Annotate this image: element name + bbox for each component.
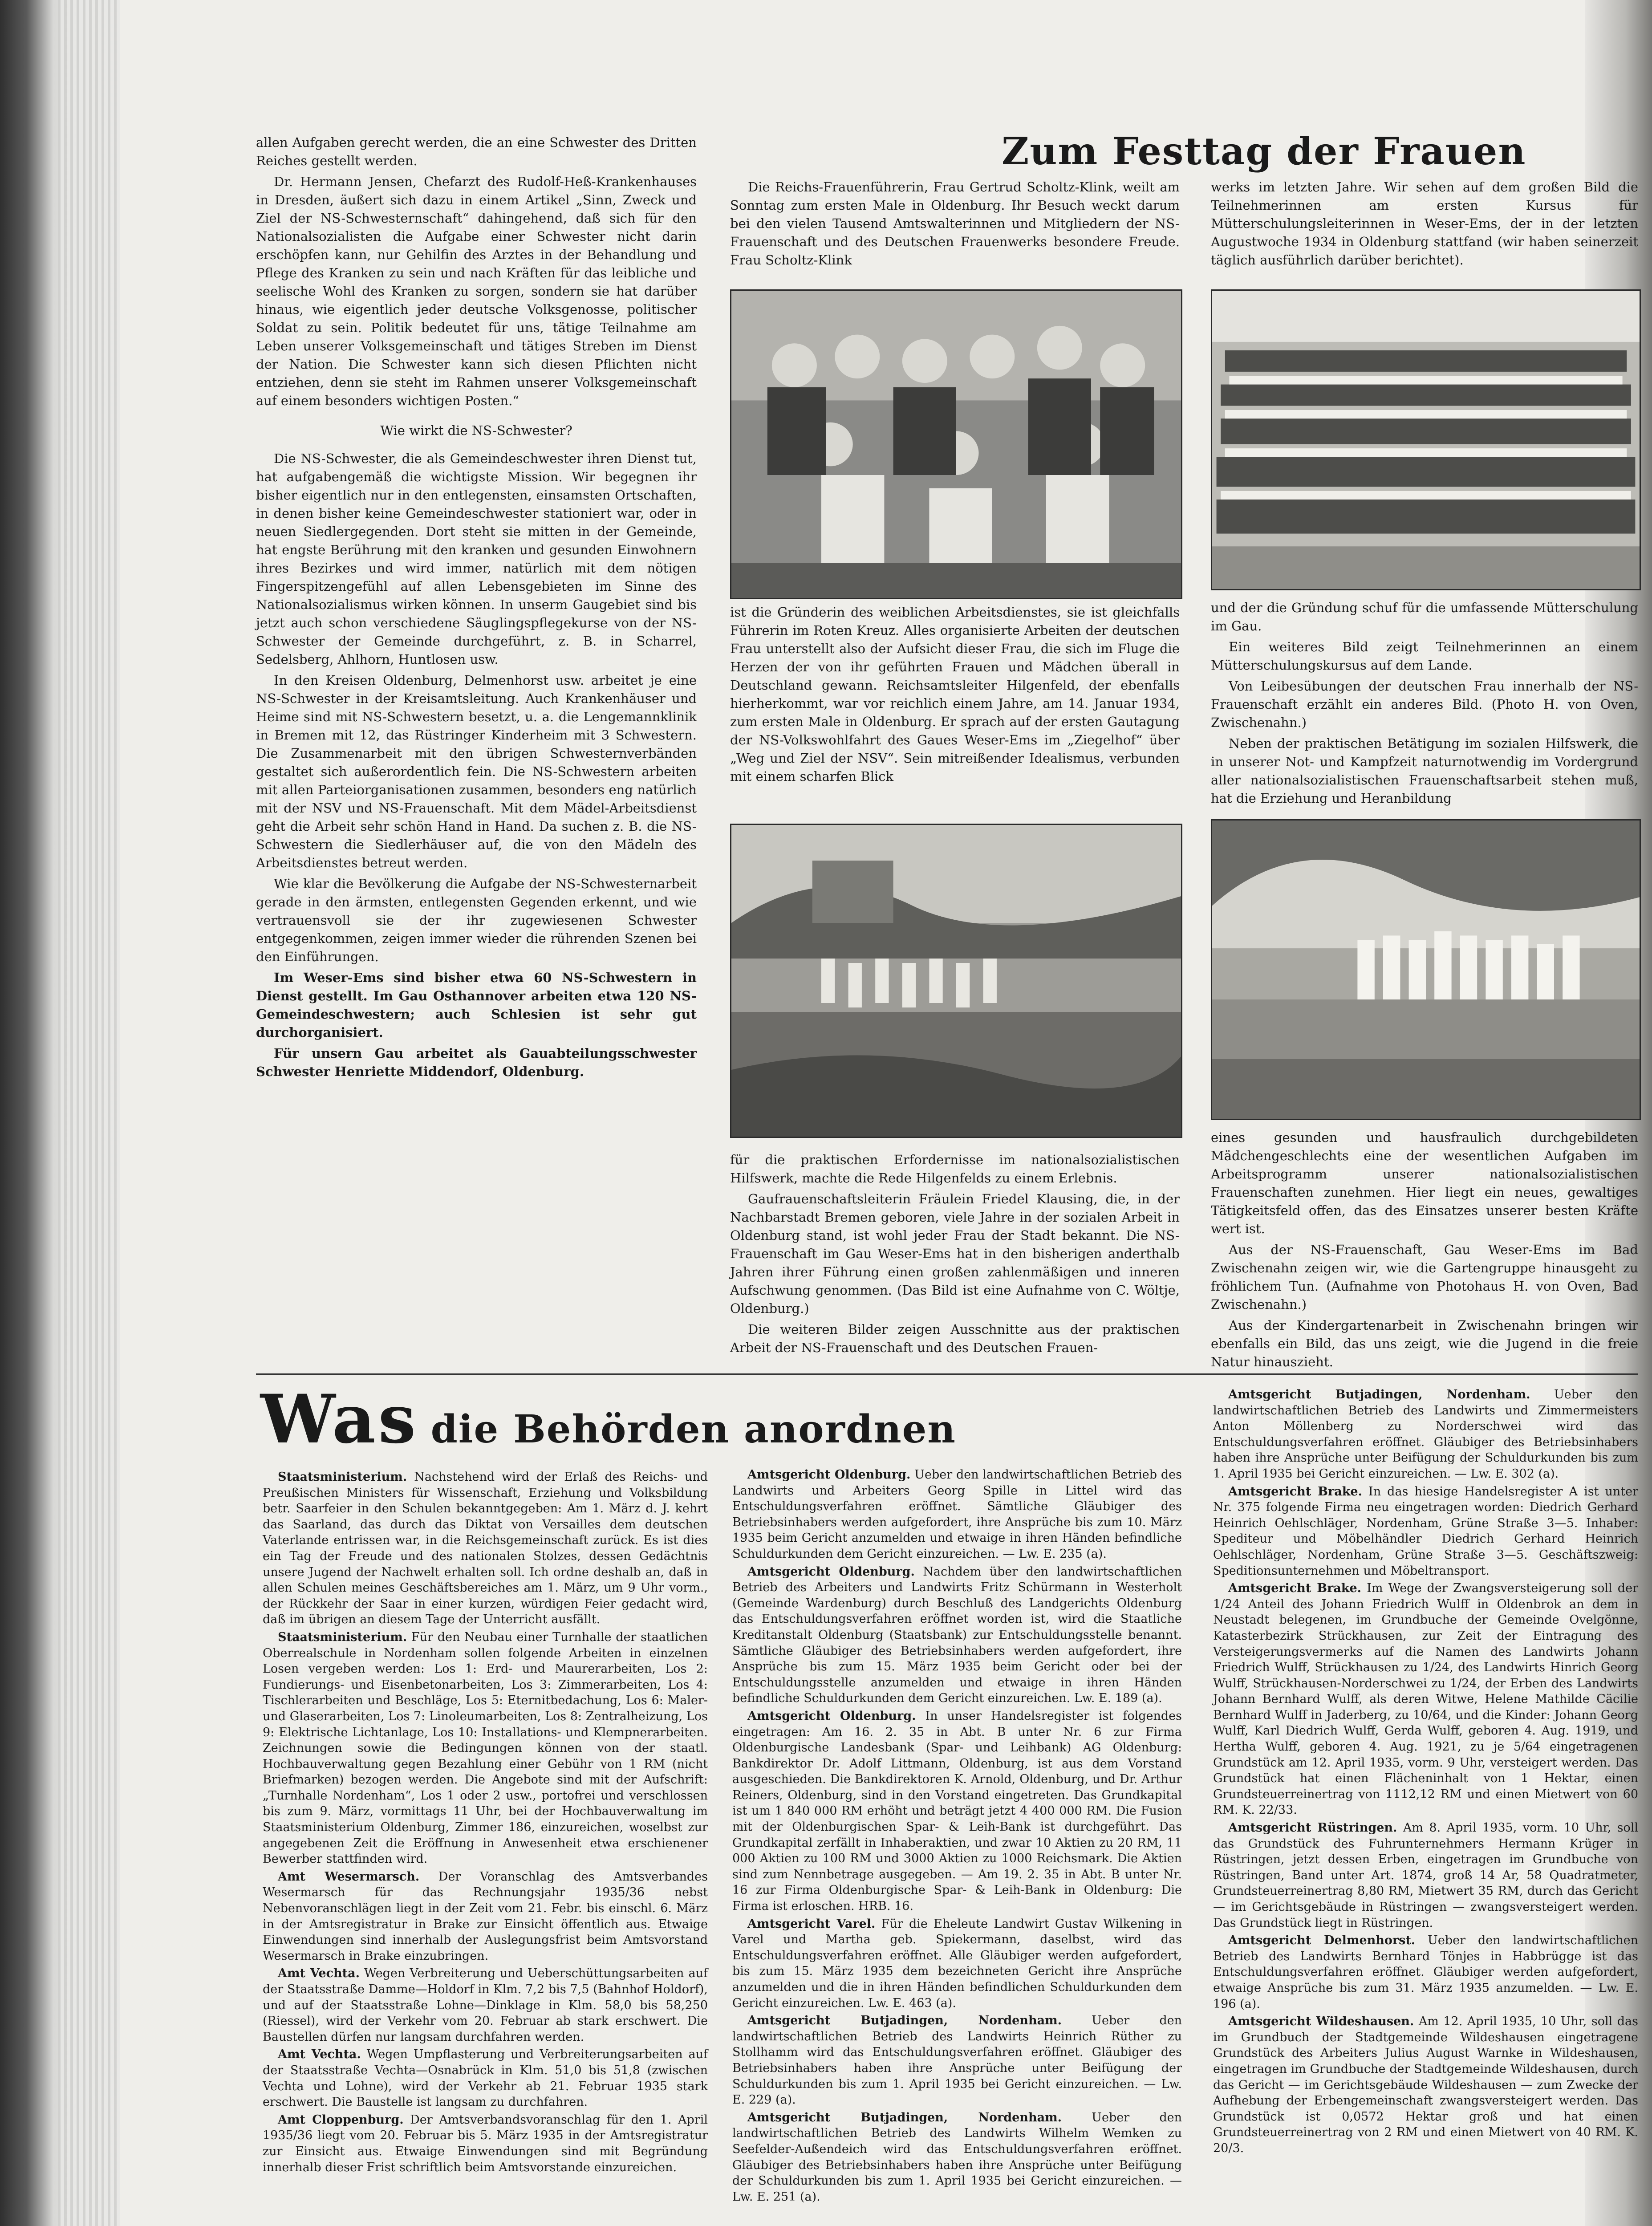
notice-head: Staatsministerium. [278,1630,407,1644]
article-ns-schwester [256,134,697,1362]
notice-text: Im Wege der Zwangsversteigerung soll der 1/24 Anteil des Johann Friedrich Wulff in Oldenbrok an dem in Neustadt belegenen, im Grundbuche der Gemeinde Ovelgönne, Katasterbezirk Strückhausen, zur Zeit der Eintragung des Versteigerungsvermerks auf die Namen des Landwirts Johann Friedrich Wulff, Strückhausen zu 1/24, des Landwirts Hinrich Georg Wulff, Strückhausen-Norderschwei zu 1/24, der Erben des Landwirts Johann Bernhard Wulff, als deren Witwe, Helene Mathilde Cäcilie Bernhard Wulff in Jaderberg, zu 10/64, und die Kinder: Johann Georg Wulff, Karl Diedrich Wulff, Gerda Wulff, geboren 4. Aug. 1919, und Hertha Wulff, geboren 4. Aug. 1921, zu je 5/64 eingetragenen Grundstück am 12. April 1935, vorm. 9 Uhr, versteigert werden. Das Grundstück hat einen Flächeninhalt von 1 Hektar, einen Grundsteuerreinertrag von 1112,12 RM und einen Mietwert von 60 RM. K. 22/33. [1213,1581,1638,1817]
notice-head: Amtsgericht Brake. [1228,1484,1362,1499]
notice-text: Nachdem über den landwirtschaftlichen Betrieb des Arbeiters und Landwirts Fritz Schürmann in Westerholt (Gemeinde Wardenburg) durch Beschluß des Landgerichts Oldenburg das Entschuldungsverfahren eröffnet worden ist, wird die Staatliche Kreditanstalt Oldenburg (Staatsbank) zur Entschuldungsstelle benannt. Sämtliche Gläubiger des Betriebsinhabers werden aufgefordert, ihre Ansprüche bis zum 15. März 1935 beim Gericht oder bei der Entschuldungsstelle anzumelden und etwaige in ihren Händen befindliche Schuldurkunden dem Gericht einzureichen. Lw. E. 189 (a). [732,1564,1182,1706]
paragraph: und der die Gründung schuf für die umfassende Mütterschulung im Gau. [1211,600,1638,634]
notice-head: Amt Wesermarsch. [278,1869,420,1884]
notice [732,1564,1182,1706]
notice-text: Wegen Umpflasterung und Verbreiterungsarbeiten auf der Staatsstraße Vechta—Osnabrück in Klm. 51,0 bis 51,8 (zwischen Vechta und Lohne), wird der Verkehr ab 21. Februar 1935 stark erschwert. Die Baustelle ist langsam zu durchfahren. [263,2047,708,2109]
notice-text: Ueber den landwirtschaftlichen Betrieb des Landwirts und Arbeiters Georg Spille in Littel wird das Entschuldungsverfahren eröffnet. Sämtliche Gläubiger des Betriebsinhabers werden aufgefordert, ihre Ansprüche bis zum 10. März 1935 beim Gericht anzumelden und etwaige in ihren Händen befindliche Schuldurkunden dem Gericht einzureichen. — Lw. E. 235 (a). [732,1468,1182,1561]
notice [1213,1484,1638,1579]
notice [732,1708,1182,1914]
paragraph: ist die Gründerin des weiblichen Arbeitsdienstes, sie ist gleichfalls Führerin im Roten Kreuz. Alles organisierte Arbeiten der deutschen Frau unterstellt also der Aufsicht dieser Frau, die sich im Fluge die Herzen der von ihr geführten Frauen und Mädchen überall in Deutschland gewann. Reichsamtsleiter Hilgenfeld, der ebenfalls hierherkommt, war vor reichlich einem Jahre, am 14. Januar 1934, zum ersten Male in Oldenburg. Er sprach auf der ersten Gautagung der NS-Volkswohlfahrt des Gaues Weser-Ems im „Ziegelhof“ über „Weg und Ziel der NSV“. Sein mitreißender Idealismus, verbunden mit einem scharfen Blick [730,605,1180,784]
photo-course-participants [1211,289,1641,590]
paragraph: Die weiteren Bilder zeigen Ausschnitte aus der praktischen Arbeit der NS-Frauenschaft und des Deutschen Frauen- [730,1322,1180,1355]
paragraph: Für unsern Gau arbeitet als Gauabteilungsschwester Schwester Henriette Middendorf, Oldenburg. [256,1046,697,1079]
paragraph: eines gesunden und hausfraulich durchgebildeten Mädchengeschlechts eine der wesentlichen Aufgaben im Arbeitsprogramm unserer nationalsozialistischen Frauenschaften zunehmen. Hier liegt ein neues, gewaltiges Tätigkeitsfeld offen, das des Einsatzes unserer besten Kräfte wert ist. [1211,1130,1638,1236]
notice [263,1469,708,1628]
notice-head: Amtsgericht Oldenburg. [747,1709,916,1723]
paragraph: Dr. Hermann Jensen, Chefarzt des Rudolf-Heß-Krankenhauses in Dresden, äußert sich dazu in einem Artikel „Sinn, Zweck und Ziel der NS-Schwesternschaft“ dahingehend, daß sich für den Nationalsozialisten die Aufgabe einer Schwester nicht darin erschöpfen kann, nur Gehilfin des Arztes in der Behandlung und Pflege des Kranken zu sein und nach Kräften für das leibliche und seelische Wohl des Kranken zu sorgen, sondern sie hat darüber hinaus, wie eigentlich jeder deutsche Volksgenosse, politischer Soldat zu sein. Politik bedeutet für uns, tätige Teilnahme am Leben unserer Volksgemeinschaft und tätiges Streben im Dienst der Nation. Die Schwester kann sich diesen Pflichten nicht entziehen, denn sie steht im Rahmen unserer Volksgemeinschaft auf einem besonders wichtigen Posten.“ [256,174,697,408]
notice [732,2013,1182,2108]
notices-col-3 [1213,1387,1638,2226]
behoerden-title [260,1380,956,1458]
notices-col-1 [263,1469,708,2226]
notice-text: Ueber den landwirtschaftlichen Betrieb des Landwirts Wilhelm Wemken zu Seefelder-Außendeich wird das Entschuldungsverfahren eröffnet. Gläubiger des Betriebsinhabers haben ihre Ansprüche unter Beifügung der Schuldurkunden bis zum 1. April 1935 bei Gericht einzureichen. — Lw. E. 251 (a). [732,2110,1182,2204]
notice [263,1869,708,1964]
subheading: Wie wirkt die NS-Schwester? [380,423,572,438]
notice-text: Für die Eheleute Landwirt Gustav Wilkening in Varel und Martha geb. Spiekermann, daselbst, wird das Entschuldungsverfahren eröffnet. Alle Gläubiger werden aufgefordert, bis zum 15. März 1935 dem bezeichneten Gericht ihre Ansprüche anzumelden und die in ihren Händen befindlichen Schuldurkunden dem Gericht einzureichen. Lw. E. 463 (a). [732,1917,1182,2010]
notice-text: Wegen Verbreiterung und Ueberschüttungsarbeiten auf der Staatsstraße Damme—Holdorf in Klm. 7,2 bis 7,5 (Bahnhof Holdorf), und auf der Staatsstraße Lohne—Dinklage in Klm. 58,0 bis 58,250 (Riessel), wird der Verkehr vom 20. Februar ab stark erschwert. Die Baustellen dürfen nur langsam durchfahren werden. [263,1966,708,2044]
paragraph: für die praktischen Erfordernisse im nationalsozialistischen Hilfswerk, machte die Rede Hilgenfelds zu einem Erlebnis. [730,1152,1180,1186]
notice-text: Am 12. April 1935, 10 Uhr, soll das im Grundbuch der Stadtgemeinde Wildeshausen eingetragene Grundstück des Arbeiters Julius August Warnke in Wildeshausen, eingetragen im Grundbuche der Stadtgemeinde Wildeshausen, durch das Gericht — im Gerichtsgebäude Wildeshausen — zum Zwecke der Aufhebung der Erbengemeinschaft zwangsversteigert werden. Das Grundstück ist 0,0572 Hektar groß und hat einen Grundsteuerreinertrag von 2 RM und einen Mietwert von 40 RM. K. 20/3. [1213,2015,1638,2155]
notice-head: Amtsgericht Oldenburg. [747,1564,915,1579]
notice [263,2047,708,2110]
notice [263,1629,708,1867]
festtag-col-a-mid [730,603,1180,812]
behoerden-title-rest: die Behörden anordnen [430,1407,956,1452]
notice [1213,1820,1638,1931]
notice-head: Amtsgericht Wildeshausen. [1228,2015,1414,2029]
page-stack-edge [58,0,125,2226]
photo-kindergarten-outing [1211,819,1641,1120]
festtag-col-b-top [1211,178,1638,289]
notice-head: Amtsgericht Butjadingen, Nordenham. [1228,1388,1530,1401]
notice-text: Der Voranschlag des Amtsverbandes Wesermarsch für das Rechnungsjahr 1935/36 nebst Nebenvoranschlägen liegt in der Zeit vom 21. Febr. bis einschl. 6. März in der Amtsregistratur in Brake zur Einsicht öffentlich aus. Etwaige Einwendungen sind innerhalb der Auslegungsfrist beim Amtsvorstand Wesermarsch in Brake einzubringen. [263,1869,708,1963]
notice-head: Amt Vechta. [278,1966,360,1981]
notice-head: Amt Cloppenburg. [278,2112,404,2127]
notice-head: Staatsministerium. [278,1470,407,1484]
notice [732,2110,1182,2205]
paragraph: werks im letzten Jahre. Wir sehen auf dem großen Bild die Teilnehmerinnen am ersten Kursus für Mütterschulungsleiterinnen in Weser-Ems, der in der letzten Augustwoche 1934 in Oldenburg stattfand (wir haben seinerzeit täglich ausführlich darüber berichtet). [1211,179,1638,268]
festtag-col-a-top [730,178,1180,289]
notices-col-2 [732,1467,1182,2226]
notice-head: Amtsgericht Delmenhorst. [1228,1934,1416,1948]
notice [1213,1387,1638,1482]
paragraph: Ein weiteres Bild zeigt Teilnehmerinnen an einem Mütterschulungskursus auf dem Lande. [1211,639,1638,673]
paragraph: Gaufrauenschaftsleiterin Fräulein Friedel Klausing, die, in der Nachbarstadt Bremen geboren, viele Jahre in der sozialen Arbeit in Oldenburg stand, ist wohl jeder Frau der Stadt bekannt. Die NS-Frauenschaft im Gau Weser-Ems hat in den bisherigen anderthalb Jahren ihrer Führung einen großen zahlenmäßigen und inneren Aufschwung genommen. (Das Bild ist eine Aufnahme von C. Wöltje, Oldenburg.) [730,1191,1180,1316]
notice-text: Am 8. April 1935, vorm. 10 Uhr, soll das Grundstück des Fuhrunternehmers Hermann Krüger in Rüstringen, jetzt dessen Erben, eingetragen im Grundbuche von Rüstringen, Band unter Art. 1874, groß 14 Ar, 58 Quadratmeter, Grundsteuerreinertrag 8,80 RM, Mietwert 35 RM, durch das Gericht — im Gerichtsgebäude in Rüstringen — zwangsversteigert werden. Das Grundstück liegt in Rüstringen. [1213,1821,1639,1930]
notice-head: Amt Vechta. [278,2047,361,2062]
notice [1213,1580,1638,1818]
paragraph: allen Aufgaben gerecht werden, die an eine Schwester des Dritten Reiches gestellt werden. [256,135,697,168]
paragraph: Wie klar die Bevölkerung die Aufgabe der NS-Schwesternarbeit gerade in den ärmsten, entlegensten Gegenden erkennt, und wie vertrauensvoll sie der ihr zugewiesenen Schwester entgegenkommen, zeigen immer wieder die rührenden Szenen bei den Einführungen. [256,876,697,964]
notice-text: Ueber den landwirtschaftlichen Betrieb des Landwirts und Zimmermeisters Anton Möllenberg zu Norderschwei wird das Entschuldungsverfahren eröffnet. Gläubiger des Betriebsinhabers haben ihre Ansprüche unter Beifügung der Schuldurkunden bis zum 1. April 1935 bei Gericht einzureichen. — Lw. E. 302 (a). [1213,1388,1638,1481]
notice-text: Nachstehend wird der Erlaß des Reichs- und Preußischen Ministers für Wissenschaft, Erziehung und Volksbildung betr. Saarfeier in den Schulen bekanntgegeben: Am 1. März d. J. kehrt das Saarland, das durch das Diktat von Versailles dem deutschen Vaterlande entrissen war, in die Reichsgemeinschaft zurück. Es ist dies ein Tag der Freude und des nationalen Stolzes, dessen Gedächtnis unsere Jugend der Nachwelt erhalten soll. Ich ordne deshalb an, daß in allen Schulen meines Geschäftsbereiches am 1. März, um 9 Uhr vorm., der Rückkehr der Saar in einer kurzen, würdigen Feier gedacht wird, daß im übrigen an diesem Tage der Unterricht ausfällt. [263,1470,708,1627]
notice-text: Ueber den landwirtschaftlichen Betrieb des Landwirts Heinrich Rüther zu Stollhamm wird das Entschuldungsverfahren eröffnet. Gläubiger des Betriebsinhabers haben ihre Ansprüche unter Beifügung der Schuldurkunden bis zum 1. April 1935 bei Gericht einzureichen. — Lw. E. 229 (a). [732,2014,1182,2107]
paragraph: Im Weser-Ems sind bisher etwa 60 NS-Schwestern in Dienst gestellt. Im Gau Osthannover arbeiten etwa 120 NS-Gemeindeschwestern; auch Schlesien ist sehr gut durchorganisiert. [256,970,697,1040]
paragraph: Die NS-Schwester, die als Gemeindeschwester ihren Dienst tut, hat aufgabengemäß die wichtigste Mission. Wir begegnen ihr bisher eigentlich nur in den entlegensten, einsamsten Ortschaften, in denen bisher keine Gemeindeschwester stationiert war, oder in neuen Siedlergegenden. Dort steht sie mitten in der Gemeinde, hat engste Berührung mit den kranken und gesunden Einwohnern ihres Bezirkes und wird immer, natürlich mit dem nötigen Fingerspitzengefühl auf allen Lebensgebieten im Sinne des Nationalsozialismus wirken können. In unserm Gaugebiet sind bis jetzt auch schon verschiedene Säuglingspflegekurse von der NS-Schwester der Gemeinde durchgeführt, z. B. in Scharrel, Sedelsberg, Ahlhorn, Huntlosen usw. [256,451,697,667]
paragraph: Die Reichs-Frauenführerin, Frau Gertrud Scholtz-Klink, weilt am Sonntag zum ersten Male in Oldenburg. Ihr Besuch weckt darum bei den vielen Tausend Amtswalterinnen und Mitgliedern der NS-Frauenschaft und des Deutschen Frauenwerks besondere Freude. Frau Scholtz-Klink [730,179,1180,268]
notice-text: Der Amtsverbandsvoranschlag für den 1. April 1935/36 liegt vom 20. Februar bis 5. März 1935 in der Amtsregistratur zur Einsicht aus. Etwaige Einwendungen sind mit Begründung innerhalb dieser Frist schriftlich beim Amtsvorstande einzureichen. [263,2112,708,2174]
notice-head: Amtsgericht Varel. [747,1917,876,1931]
notice-head: Amtsgericht Butjadingen, Nordenham. [747,2110,1062,2124]
festtag-col-b-bot [1211,1129,1638,1369]
notice [1213,2014,1638,2156]
notice [263,1966,708,2045]
notice [732,1916,1182,2011]
notice [1213,1933,1638,2012]
section-divider [256,1373,1638,1375]
festtag-col-a-bot [730,1151,1180,1356]
notice-head: Amtsgericht Oldenburg. [747,1468,911,1482]
notice-head: Amtsgericht Brake. [1228,1581,1362,1596]
paragraph: Von Leibesübungen der deutschen Frau innerhalb der NS-Frauenschaft erzählt ein anderes Bild. (Photo H. von Oven, Zwischenahn.) [1211,678,1638,730]
notice [732,1467,1182,1562]
notice-head: Amtsgericht Butjadingen, Nordenham. [747,2014,1062,2028]
notice-head: Amtsgericht Rüstringen. [1228,1821,1397,1835]
paragraph: Neben der praktischen Betätigung im sozialen Hilfswerk, die in unserer Not- und Kampfzeit naturnotwendig im Vordergrund aller nationalsozialistischen Frauenschaftsarbeit stehen muß, hat die Erziehung und Heranbildung [1211,736,1638,806]
notice-text: Ueber den landwirtschaftlichen Betrieb des Landwirts Bernhard Tönjes in Habbrügge ist das Entschuldungsverfahren eröffnet. Gläubiger werden aufgefordert, etwaige Ansprüche bis zum 31. März 1935 anzumelden. — Lw. E. 196 (a). [1213,1934,1638,2011]
paragraph: Aus der NS-Frauenschaft, Gau Weser-Ems im Bad Zwischenahn zeigen wir, wie die Gartengruppe hinausgeht zu fröhlichem Tun. (Aufnahme von Photohaus H. von Oven, Bad Zwischenahn.) [1211,1242,1638,1312]
festtag-title: Zum Festtag der Frauen [1002,129,1526,173]
notice [263,2112,708,2175]
notice-text: Für den Neubau einer Turnhalle der staatlichen Oberrealschule in Nordenham sollen folgende Arbeiten in einzelnen Losen vergeben werden: Los 1: Erd- und Maurerarbeiten, Los 2: Fundierungs- und Eisenbetonarbeiten, Los 3: Zimmerarbeiten, Los 4: Tischlerarbeiten und Beschläge, Los 5: Eternitbedachung, Los 6: Maler- und Glaserarbeiten, Los 7: Linoleumarbeiten, Los 8: Zentralheizung, Los 9: Elektrische Lichtanlage, Los 10: Installations- und Klempnerarbeiten. Zeichnungen sowie die Bedingungen können von der staatl. Hochbauverwaltung gegen Bezahlung einer Gebühr von 1 RM (nicht Briefmarken) bezogen werden. Die Angebote sind mit der Aufschrift: „Turnhalle Nordenham“, Los 1 oder 2 usw., portofrei und verschlossen bis zum 9. März, vormittags 11 Uhr, bei der Hochbauverwaltung im Staatsministerium Oldenburg, Zimmer 186, einzureichen, woselbst zur angegebenen Zeit die Eröffnung in Anwesenheit etwa erschienener Bewerber stattfinden wird. [263,1630,708,1866]
behoerden-title-big: Was [260,1380,419,1458]
paragraph: In den Kreisen Oldenburg, Delmenhorst usw. arbeitet je eine NS-Schwester in der Kreisamtsleitung. Auch Krankenhäuser und Heime sind mit NS-Schwestern besetzt, u. a. die Lengemannklinik in Bremen mit 12, das Rüstringer Kinderheim mit 3 Schwestern. Die Zusammenarbeit mit den übrigen Schwesternverbänden gestaltet sich außerordentlich fein. Die NS-Schwestern arbeiten mit allen Parteiorganisationen zusammen, besonders eng natürlich mit der NSV und NS-Frauenschaft. Mit dem Mädel-Arbeitsdienst geht die Arbeit sehr schön Hand in Hand. Da suchen z. B. die NS-Schwestern die Siedlerhäuser auf, die von den Mädeln des Arbeitsdienstes betreut werden. [256,673,697,870]
photo-garden-group [730,824,1182,1138]
notice-text: In unser Handelsregister ist folgendes eingetragen: Am 16. 2. 35 in Abt. B unter Nr. 6 zur Firma Oldenburgische Landesbank (Spar- und Leihbank) AG Oldenburg: Bankdirektor Dr. Adolf Littmann, Oldenburg, ist aus dem Vorstand ausgeschieden. Die Bankdirektoren K. Arnold, Oldenburg, und Dr. Arthur Reiners, Oldenburg, sind in den Vorstand eingetreten. Das Grundkapital ist um 1 840 000 RM erhöht und beträgt jetzt 4 400 000 RM. Die Fusion mit der Oldenburgischen Spar- & Leih-Bank ist durchgeführt. Das Grundkapital zerfällt in Inhaberaktien, und zwar 10 Aktien zu 20 RM, 11 000 Aktien zu 100 RM und 3000 Aktien zu 1000 Reichsmark. Die Aktien sind zum Nennbetrage ausgegeben. — Am 19. 2. 35 in Abt. B unter Nr. 16 zur Firma Oldenburgische Spar- & Leih-Bank in Oldenburg: Die Firma ist erloschen. HRB. 16. [732,1709,1182,1913]
photo-group-portrait [730,289,1182,599]
festtag-col-b-mid [1211,599,1638,812]
paragraph: Aus der Kindergartenarbeit in Zwischenahn bringen wir ebenfalls ein Bild, das uns zeigt, wie die Jugend in die freie Natur hinauszieht. [1211,1318,1638,1369]
notice-text: In das hiesige Handelsregister A ist unter Nr. 375 folgende Firma neu eingetragen worden: Diedrich Gerhard Heinrich Oehlschläger, Nordenham, Grüne Straße 3—5. Inhaber: Spediteur und Möbelhändler Diedrich Gerhard Heinrich Oehlschläger, Nordenham, Grüne Straße 3—5. Geschäftszweig: Speditionsunternehmen und Möbeltransport. [1213,1484,1638,1578]
